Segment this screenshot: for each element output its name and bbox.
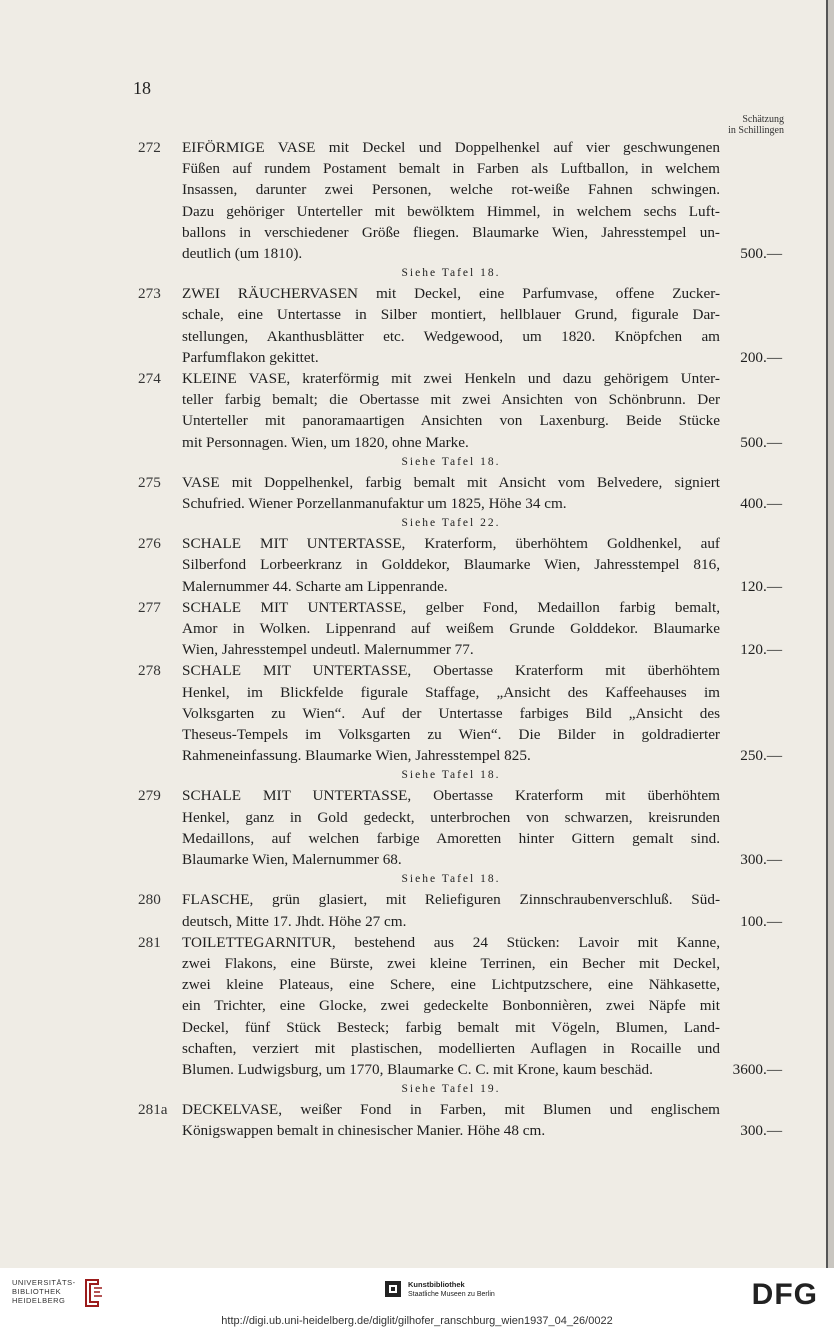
estimate-price: 120.— (740, 577, 782, 595)
catalog-entry (138, 785, 782, 870)
description-line: deutsch, Mitte 17. Jhdt. Höhe 27 cm. (182, 912, 407, 930)
description-line: Blumen. Ludwigsburg, um 1770, Blaumarke C. C. mit Krone, kaum beschäd. (182, 1060, 653, 1078)
kunstbibliothek-mark-icon (384, 1280, 402, 1298)
lot-number: 280 (138, 891, 161, 909)
price-column-header (728, 114, 784, 136)
kunstbibliothek-logo[interactable] (384, 1280, 495, 1299)
description-line: FLASCHE, grün glasiert, mit Reliefiguren Zinnschraubenverschluß. Süd- (182, 891, 720, 909)
lot-number: 276 (138, 535, 161, 553)
description-line: deutlich (um 1810). (182, 245, 303, 263)
description-line: DECKELVASE, weißer Fond in Farben, mit Blumen und englischem (182, 1101, 720, 1119)
university-library-text (12, 1278, 76, 1305)
description-line: ein Trichter, eine Glocke, zwei gedeckelte Bonbonnièren, zwei Näpfe mit (182, 997, 720, 1015)
description-line: SCHALE MIT UNTERTASSE, Kraterform, überhöhtem Goldhenkel, auf (182, 535, 720, 553)
lot-description (182, 1099, 720, 1141)
description-line: Silberfond Lorbeerkranz in Golddekor, Blaumarke Wien, Jahresstempel 816, (182, 556, 720, 574)
description-line: Blaumarke Wien, Malernummer 68. (182, 851, 402, 869)
description-line: Königswappen bemalt in chinesischer Manier. Höhe 48 cm. (182, 1122, 546, 1140)
uni-line3: HEIDELBERG (12, 1296, 66, 1305)
lot-number: 275 (138, 473, 161, 491)
description-line: Henkel, im Blickfelde figurale Staffage, „Ansicht des Kaffeehauses im (182, 683, 720, 701)
description-line: Rahmeneinfassung. Blaumarke Wien, Jahresstempel 825. (182, 747, 531, 765)
plate-reference: Siehe Tafel 18. (401, 873, 501, 886)
estimate-price: 120.— (740, 641, 782, 659)
lot-number: 273 (138, 285, 161, 303)
description-line: Malernummer 44. Scharte am Lippenrande. (182, 577, 448, 595)
description-line: stellungen, Akanthusblätter etc. Wedgewood, um 1820. Knöpfchen am (182, 327, 720, 345)
catalog-entry (138, 660, 782, 766)
lot-description (182, 660, 720, 766)
description-line: Amor in Wolken. Lippenrand auf weißem Grunde Golddekor. Blaumarke (182, 620, 720, 638)
description-line: schale, eine Untertasse in Silber montiert, hellblauer Grund, figurale Dar- (182, 306, 720, 324)
catalog-entry (138, 932, 782, 1080)
plate-reference: Siehe Tafel 19. (401, 1083, 501, 1096)
lot-description (182, 597, 720, 661)
description-line: SCHALE MIT UNTERTASSE, gelber Fond, Medaillon farbig bemalt, (182, 598, 720, 616)
description-line: zwei kleine Plateaus, eine Schere, eine Lichtputzschere, eine Nähkasette, (182, 976, 720, 994)
price-header-line2: in Schillingen (728, 125, 784, 136)
catalog-entry (138, 137, 782, 264)
catalog-entry (138, 472, 782, 514)
lot-description (182, 932, 720, 1080)
plate-reference: Siehe Tafel 18. (401, 769, 501, 782)
estimate-price: 200.— (740, 348, 782, 366)
description-line: ZWEI RÄUCHERVASEN mit Deckel, eine Parfumvase, offene Zucker- (182, 285, 720, 303)
description-line: Henkel, ganz in Gold gedeckt, unterbrochen von schwarzen, kreisrunden (182, 808, 720, 826)
description-line: EIFÖRMIGE VASE mit Deckel und Doppelhenkel auf vier geschwungenen (182, 139, 720, 156)
description-line: TOILETTEGARNITUR, bestehend aus 24 Stücken: Lavoir mit Kanne, (182, 933, 720, 951)
footer-bar (0, 1268, 834, 1328)
description-line: Dazu gehöriger Unterteller mit bewölktem Himmel, in welchem sechs Luft- (182, 202, 720, 220)
description-line: teller farbig bemalt; die Obertasse mit zwei Ansichten von Schönbrunn. Der (182, 391, 720, 409)
lot-number: 281a (138, 1101, 168, 1119)
heidelberg-university-library-logo[interactable] (12, 1278, 104, 1308)
description-line: Füßen auf rundem Postament bemalt in Farben als Luftballon, in welchem (182, 160, 720, 178)
lot-description (182, 472, 720, 514)
lot-number: 277 (138, 598, 161, 616)
dfg-logo[interactable]: DFG (751, 1278, 818, 1311)
catalog-entry (138, 283, 782, 368)
description-line: Insassen, darunter zwei Personen, welche rot-weiße Fahnen schwingen. (182, 181, 720, 199)
estimate-price: 500.— (740, 245, 782, 263)
lot-description (182, 368, 720, 453)
description-line: Volksgarten zu Wien“. Auf der Untertasse farbiges Bild „Ansicht des (182, 704, 720, 722)
uni-line2: BIBLIOTHEK (12, 1287, 62, 1296)
description-line: zwei Flakons, eine Bürste, zwei kleine Terrinen, ein Becher mit Deckel, (182, 954, 720, 972)
lot-number: 279 (138, 787, 161, 805)
kunstbibliothek-text (408, 1280, 495, 1299)
lot-description (182, 533, 720, 597)
estimate-price: 300.— (740, 1122, 782, 1140)
estimate-price: 100.— (740, 912, 782, 930)
permalink-url[interactable]: http://digi.ub.uni-heidelberg.de/diglit/gilhofer_ranschburg_wien1937_04_26/0022 (221, 1315, 613, 1327)
description-line: Schufried. Wiener Porzellanmanufaktur um 1825, Höhe 34 cm. (182, 495, 567, 513)
lot-number: 281 (138, 933, 161, 951)
description-line: SCHALE MIT UNTERTASSE, Obertasse Kraterform mit überhöhtem (182, 662, 720, 680)
estimate-price: 500.— (740, 433, 782, 451)
uni-line1: UNIVERSITÄTS- (12, 1278, 76, 1287)
lot-number: 278 (138, 662, 161, 680)
description-line: Unterteller mit panoramaartigen Ansichten von Laxenburg. Beide Stücke (182, 412, 720, 430)
estimate-price: 250.— (740, 747, 782, 765)
lot-number: 274 (138, 370, 161, 388)
description-line: Theseus-Tempels im Volksgarten zu Wien“. Die Bilder in goldradierter (182, 726, 720, 744)
description-line: VASE mit Doppelhenkel, farbig bemalt mit Ansicht vom Belvedere, signiert (182, 473, 720, 491)
catalog-entry (138, 597, 782, 661)
description-line: schaften, verziert mit plastischen, modellierten Auflagen in Rocaille und (182, 1039, 720, 1057)
lot-description (182, 889, 720, 931)
description-line: Wien, Jahresstempel undeutl. Malernummer 77. (182, 641, 474, 659)
lot-description (182, 283, 720, 368)
description-line: Medaillons, auf welchen farbige Amoretten hinter Gittern gemalt sind. (182, 829, 720, 847)
lot-number: 272 (138, 139, 161, 156)
description-line: ballons in verschiedener Größe fliegen. Blaumarke Wien, Jahresstempel un- (182, 223, 720, 241)
catalog-entry (138, 368, 782, 453)
description-line: Deckel, fünf Stück Besteck; farbig bemalt mit Vögeln, Blumen, Land- (182, 1018, 720, 1036)
plate-reference: Siehe Tafel 18. (401, 455, 501, 468)
lot-description (182, 785, 720, 870)
estimate-price: 300.— (740, 851, 782, 869)
kb-line2: Staatliche Museen zu Berlin (408, 1291, 495, 1298)
plate-reference: Siehe Tafel 18. (401, 267, 501, 280)
lot-description (182, 137, 720, 264)
university-seal-icon (82, 1278, 104, 1308)
catalog-entry (138, 889, 782, 931)
description-line: Parfumflakon gekittet. (182, 348, 319, 366)
kb-line1: Kunstbibliothek (408, 1280, 465, 1289)
description-line: SCHALE MIT UNTERTASSE, Obertasse Kraterform mit überhöhtem (182, 787, 720, 805)
description-line: mit Personnagen. Wien, um 1820, ohne Marke. (182, 433, 469, 451)
description-line: KLEINE VASE, kraterförmig mit zwei Henkeln und dazu gehörigem Unter- (182, 370, 720, 388)
page-number: 18 (133, 78, 151, 98)
catalog-entry (138, 1099, 782, 1141)
price-header-line1: Schätzung (742, 114, 784, 125)
plate-reference: Siehe Tafel 22. (401, 517, 501, 530)
estimate-price: 400.— (740, 495, 782, 513)
catalog-entries (138, 137, 782, 1142)
catalog-entry (138, 533, 782, 597)
estimate-price: 3600.— (732, 1060, 782, 1078)
